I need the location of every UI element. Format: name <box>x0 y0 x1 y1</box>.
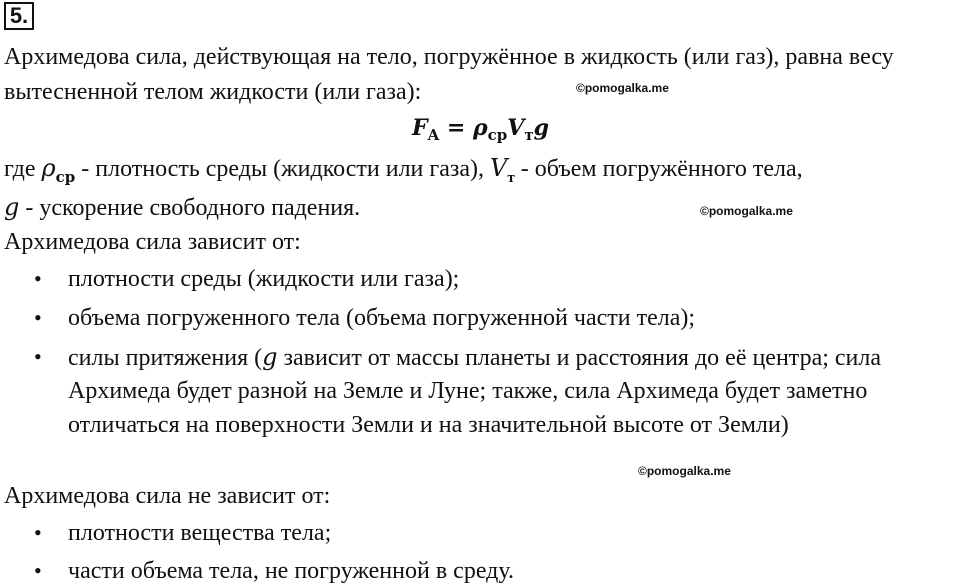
bullet: • <box>34 520 42 545</box>
g-symbol: g <box>262 343 278 371</box>
not-depends-heading: Архимедова сила не зависит от: <box>4 483 331 509</box>
formula-equals: = <box>439 115 474 141</box>
g-symbol: g <box>4 193 20 221</box>
intro-line-2: вытесненной телом жидкости (или газа): <box>4 79 422 105</box>
bullet: • <box>34 344 42 369</box>
bullet: • <box>34 266 42 291</box>
depends-item-3-line-2: Архимеда будет разной на Земле и Луне; также, сила Архимеда будет заметно <box>68 378 868 404</box>
formula-force: F <box>412 115 428 141</box>
depends-item-3-line-1 <box>68 342 881 373</box>
depends-item-2: объема погруженного тела (объема погруженной части тела); <box>68 305 696 331</box>
rho-sub: ср <box>55 167 76 186</box>
formula-force-sub: A <box>427 126 440 144</box>
volume-definition: - объем погружённого тела, <box>514 156 803 182</box>
task-number: 5. <box>4 2 34 30</box>
bullet: • <box>34 305 42 330</box>
g-definition: - ускорение свободного падения. <box>19 195 361 221</box>
formula-rho-sub: ср <box>487 126 508 144</box>
rho-symbol: ρ <box>41 154 56 182</box>
depends-item-1: плотности среды (жидкости или газа); <box>68 266 460 292</box>
definitions-line-2 <box>4 192 360 223</box>
volume-sub: т <box>507 169 515 186</box>
definitions-where: где <box>4 156 42 182</box>
formula-g: g <box>533 115 550 141</box>
depends-item-3-line-3: отличаться на поверхности Земли и на значительной высоте от Земли) <box>68 412 789 438</box>
intro-line-1: Архимедова сила, действующая на тело, погружённое в жидкость (или газ), равна весу <box>4 44 894 70</box>
bullet: • <box>34 558 42 583</box>
definitions-line-1 <box>4 153 803 193</box>
formula-volume: V <box>507 115 525 141</box>
archimedes-formula <box>412 114 549 149</box>
rho-definition: - плотность среды (жидкости или газа), <box>75 156 491 182</box>
watermark-2: ©pomogalka.me <box>700 204 793 218</box>
formula-rho: ρ <box>473 115 488 141</box>
watermark-1: ©pomogalka.me <box>576 81 669 95</box>
not-depends-item-2: части объема тела, не погруженной в среду. <box>68 558 514 584</box>
not-depends-item-1: плотности вещества тела; <box>68 520 332 546</box>
volume-symbol: V <box>490 154 508 182</box>
depends-heading: Архимедова сила зависит от: <box>4 229 301 255</box>
item3-rest: зависит от массы планеты и расстояния до её центра; сила <box>277 345 882 371</box>
item3-prefix: силы притяжения ( <box>68 345 263 371</box>
watermark-3: ©pomogalka.me <box>638 464 731 478</box>
formula-volume-sub: т <box>524 126 534 144</box>
